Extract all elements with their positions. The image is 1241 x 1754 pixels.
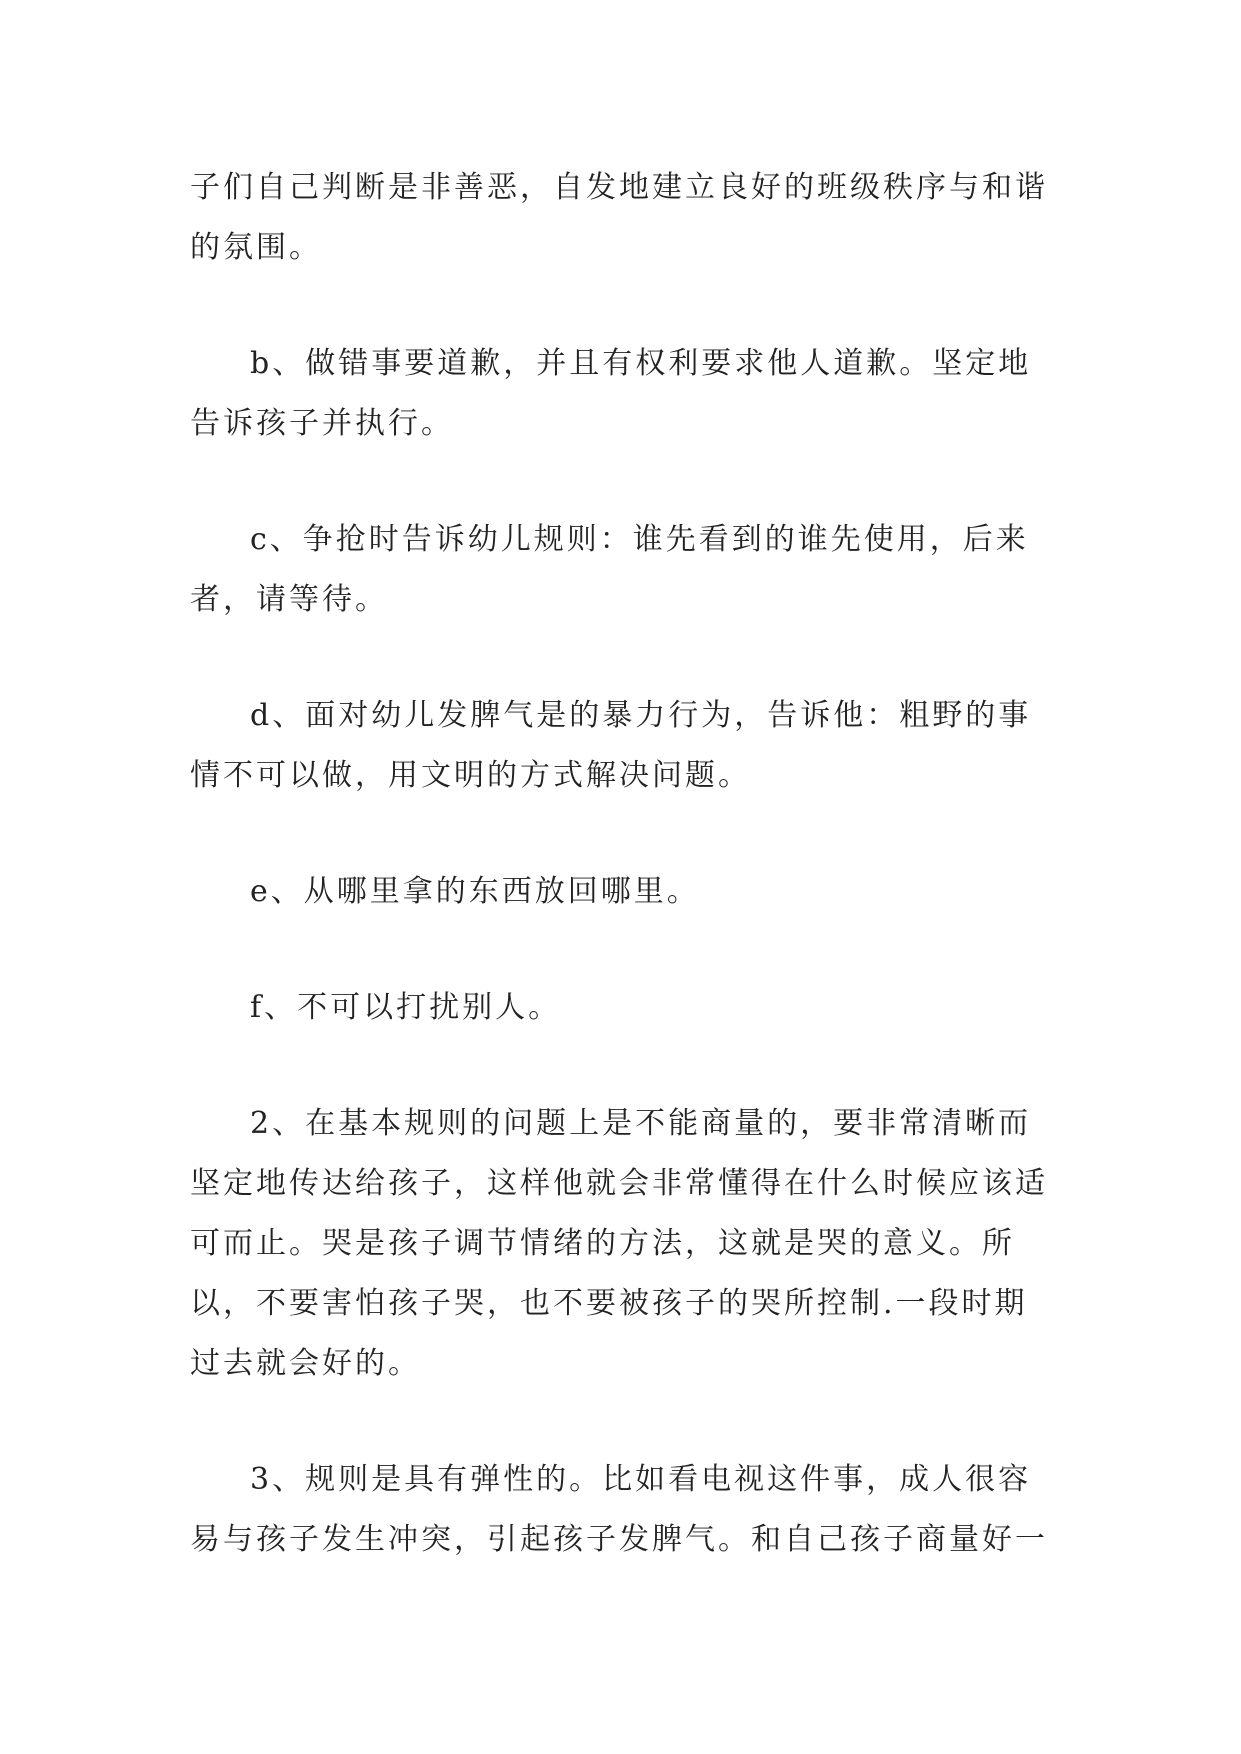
paragraph-f: f、不可以打扰别人。: [250, 990, 562, 1025]
paragraph-b: b、做错事要道歉，并且有权利要求他人道歉。坚定地告诉孩子并执行。: [190, 346, 1032, 441]
paragraph-continuation: 子们自己判断是非善恶，自发地建立良好的班级秩序与和谐的氛围。: [190, 170, 1048, 265]
paragraph-c: c、争抢时告诉幼儿规则：谁先看到的谁先使用，后来者，请等待。: [190, 522, 1029, 617]
paragraph-3: 3、规则是具有弹性的。比如看电视这件事，成人很容易与孩子发生冲突，引起孩子发脾气。和自己孩子商量好一: [190, 1462, 1048, 1557]
document-body: [190, 158, 1060, 1626]
paragraph-d: d、面对幼儿发脾气是的暴力行为，告诉他：粗野的事情不可以做，用文明的方式解决问题。: [190, 698, 1032, 793]
paragraph-2: 2、在基本规则的问题上是不能商量的，要非常清晰而坚定地传达给孩子，这样他就会非常懂得在什么时候应该适可而止。哭是孩子调节情绪的方法，这就是哭的意义。所以，不要害怕孩子哭，也不要被孩子的哭所控制.一段时期过去就会好的。: [190, 1106, 1048, 1381]
paragraph-e: e、从哪里拿的东西放回哪里。: [250, 874, 700, 909]
